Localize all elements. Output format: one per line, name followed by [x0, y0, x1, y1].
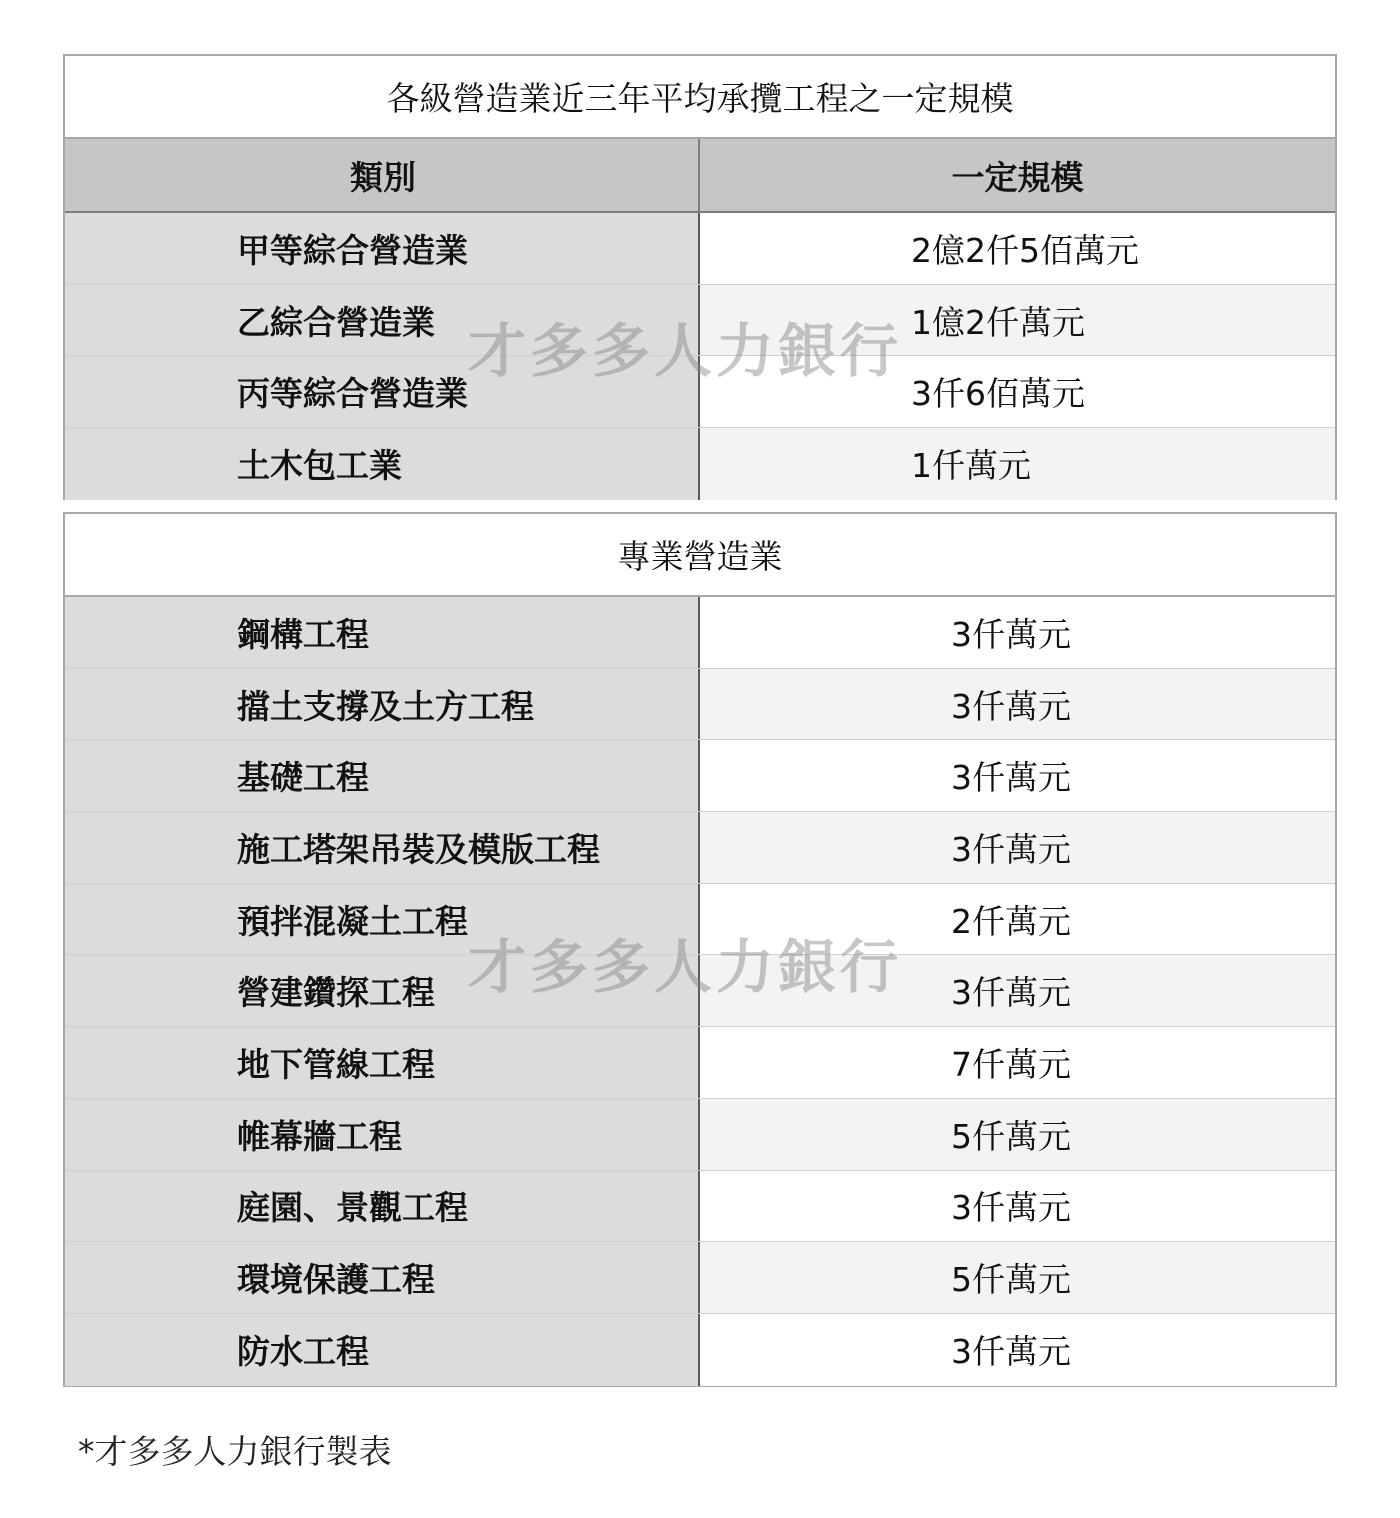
row-category: 基礎工程: [65, 740, 700, 811]
row-category: 防水工程: [65, 1314, 700, 1386]
table-row: [65, 812, 1335, 884]
row-scale: 2億2仟5佰萬元: [700, 213, 1335, 284]
watermark: 才多多人力銀行: [468, 317, 903, 385]
table-row: [65, 285, 1335, 357]
row-category: 施工塔架吊裝及模版工程: [65, 812, 700, 883]
table-row: [65, 1242, 1335, 1314]
table-row: [65, 884, 1335, 956]
table-row: [65, 213, 1335, 285]
general-contractor-table: [63, 54, 1337, 500]
row-scale: 3仟萬元: [700, 1171, 1335, 1242]
row-scale: 3仟萬元: [700, 597, 1335, 668]
table-row: [65, 1027, 1335, 1099]
table-title: 專業營造業: [65, 514, 1335, 597]
row-scale: 3仟萬元: [700, 1314, 1335, 1386]
table-row: [65, 1314, 1335, 1386]
row-scale: 3仟6佰萬元: [700, 356, 1335, 427]
row-scale: 5仟萬元: [700, 1099, 1335, 1170]
table-row: [65, 356, 1335, 428]
footnote: *才多多人力銀行製表: [78, 1432, 392, 1471]
table-header-row: [65, 139, 1335, 213]
row-scale: 1仟萬元: [700, 428, 1335, 500]
row-category: 地下管線工程: [65, 1027, 700, 1098]
row-scale: 1億2仟萬元: [700, 285, 1335, 356]
row-category: 乙綜合營造業: [65, 285, 700, 356]
table-row: [65, 1171, 1335, 1243]
row-category: 營建鑽探工程: [65, 955, 700, 1026]
row-scale: 3仟萬元: [700, 812, 1335, 883]
row-scale: 7仟萬元: [700, 1027, 1335, 1098]
watermark: 才多多人力銀行: [468, 933, 903, 1001]
row-category: 土木包工業: [65, 428, 700, 500]
table-row: [65, 428, 1335, 500]
row-scale: 3仟萬元: [700, 669, 1335, 740]
table-row: [65, 1099, 1335, 1171]
row-scale: 3仟萬元: [700, 955, 1335, 1026]
row-category: 環境保護工程: [65, 1242, 700, 1313]
row-category: 丙等綜合營造業: [65, 356, 700, 427]
row-category: 帷幕牆工程: [65, 1099, 700, 1170]
row-scale: 3仟萬元: [700, 740, 1335, 811]
table-row: [65, 669, 1335, 741]
table-row: [65, 955, 1335, 1027]
row-category: 庭園、景觀工程: [65, 1171, 700, 1242]
row-category: 鋼構工程: [65, 597, 700, 668]
header-scale: 一定規模: [951, 157, 1084, 197]
specialty-contractor-table: [63, 512, 1337, 1387]
row-category: 甲等綜合營造業: [65, 213, 700, 284]
table-row: [65, 597, 1335, 669]
table-title: 各級營造業近三年平均承攬工程之一定規模: [65, 56, 1335, 139]
table-row: [65, 740, 1335, 812]
row-category: 擋土支撐及土方工程: [65, 669, 700, 740]
header-category: 類別: [65, 139, 700, 211]
row-category: 預拌混凝土工程: [65, 884, 700, 955]
row-scale: 2仟萬元: [700, 884, 1335, 955]
row-scale: 5仟萬元: [700, 1242, 1335, 1313]
